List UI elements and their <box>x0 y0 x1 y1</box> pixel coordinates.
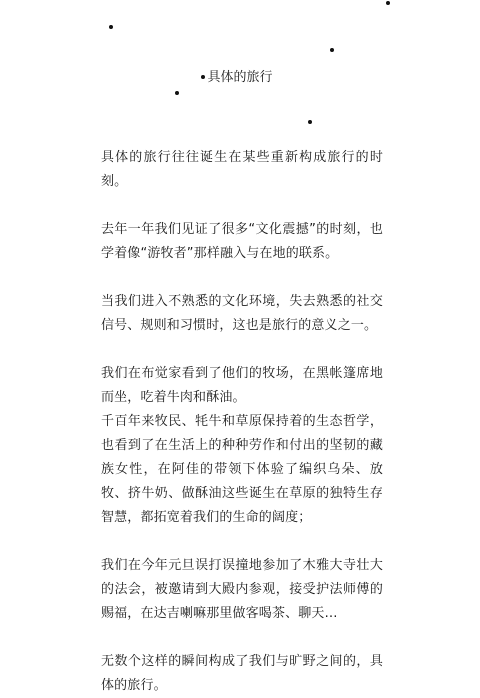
decorative-dot <box>386 1 390 5</box>
decorative-dot <box>308 120 312 124</box>
decorative-dot <box>330 48 334 52</box>
decorative-dot <box>109 25 113 29</box>
paragraph: 当我们进入不熟悉的文化环境，失去熟悉的社交信号、规则和习惯时，这也是旅行的意义之一。 <box>101 294 383 333</box>
paragraph: 去年一年我们见证了很多“文化震撼”的时刻，也学着像“游牧者”那样融入与在地的联系。 <box>101 222 383 261</box>
paragraph: 我们在今年元旦误打误撞地参加了木雅大寺壮大的法会，被邀请到大殿内参观，接受护法师傅的赐福，在达吉喇嘛那里做客喝茶、聊天… <box>101 558 383 621</box>
paragraph: 千百年来牧民、牦牛和草原保持着的生态哲学，也看到了在生活上的种种劳作和付出的坚韧的藏族女性，在阿佳的带领下体验了编织乌朵、放牧、挤牛奶、做酥油这些诞生在草原的独特生存智慧，都拓宽着我们的生命的阔度； <box>101 414 383 525</box>
paragraph: 具体的旅行往往诞生在某些重新构成旅行的时刻。 <box>101 150 383 189</box>
paragraph: 我们在布觉家看到了他们的牧场，在黑帐篷席地而坐，吃着牛肉和酥油。 <box>101 366 383 405</box>
decorative-dot <box>175 91 179 95</box>
article-body <box>101 146 383 698</box>
paragraph: 无数个这样的瞬间构成了我们与旷野之间的，具体的旅行。 <box>101 654 383 693</box>
page-title: 具体的旅行 <box>207 70 273 85</box>
